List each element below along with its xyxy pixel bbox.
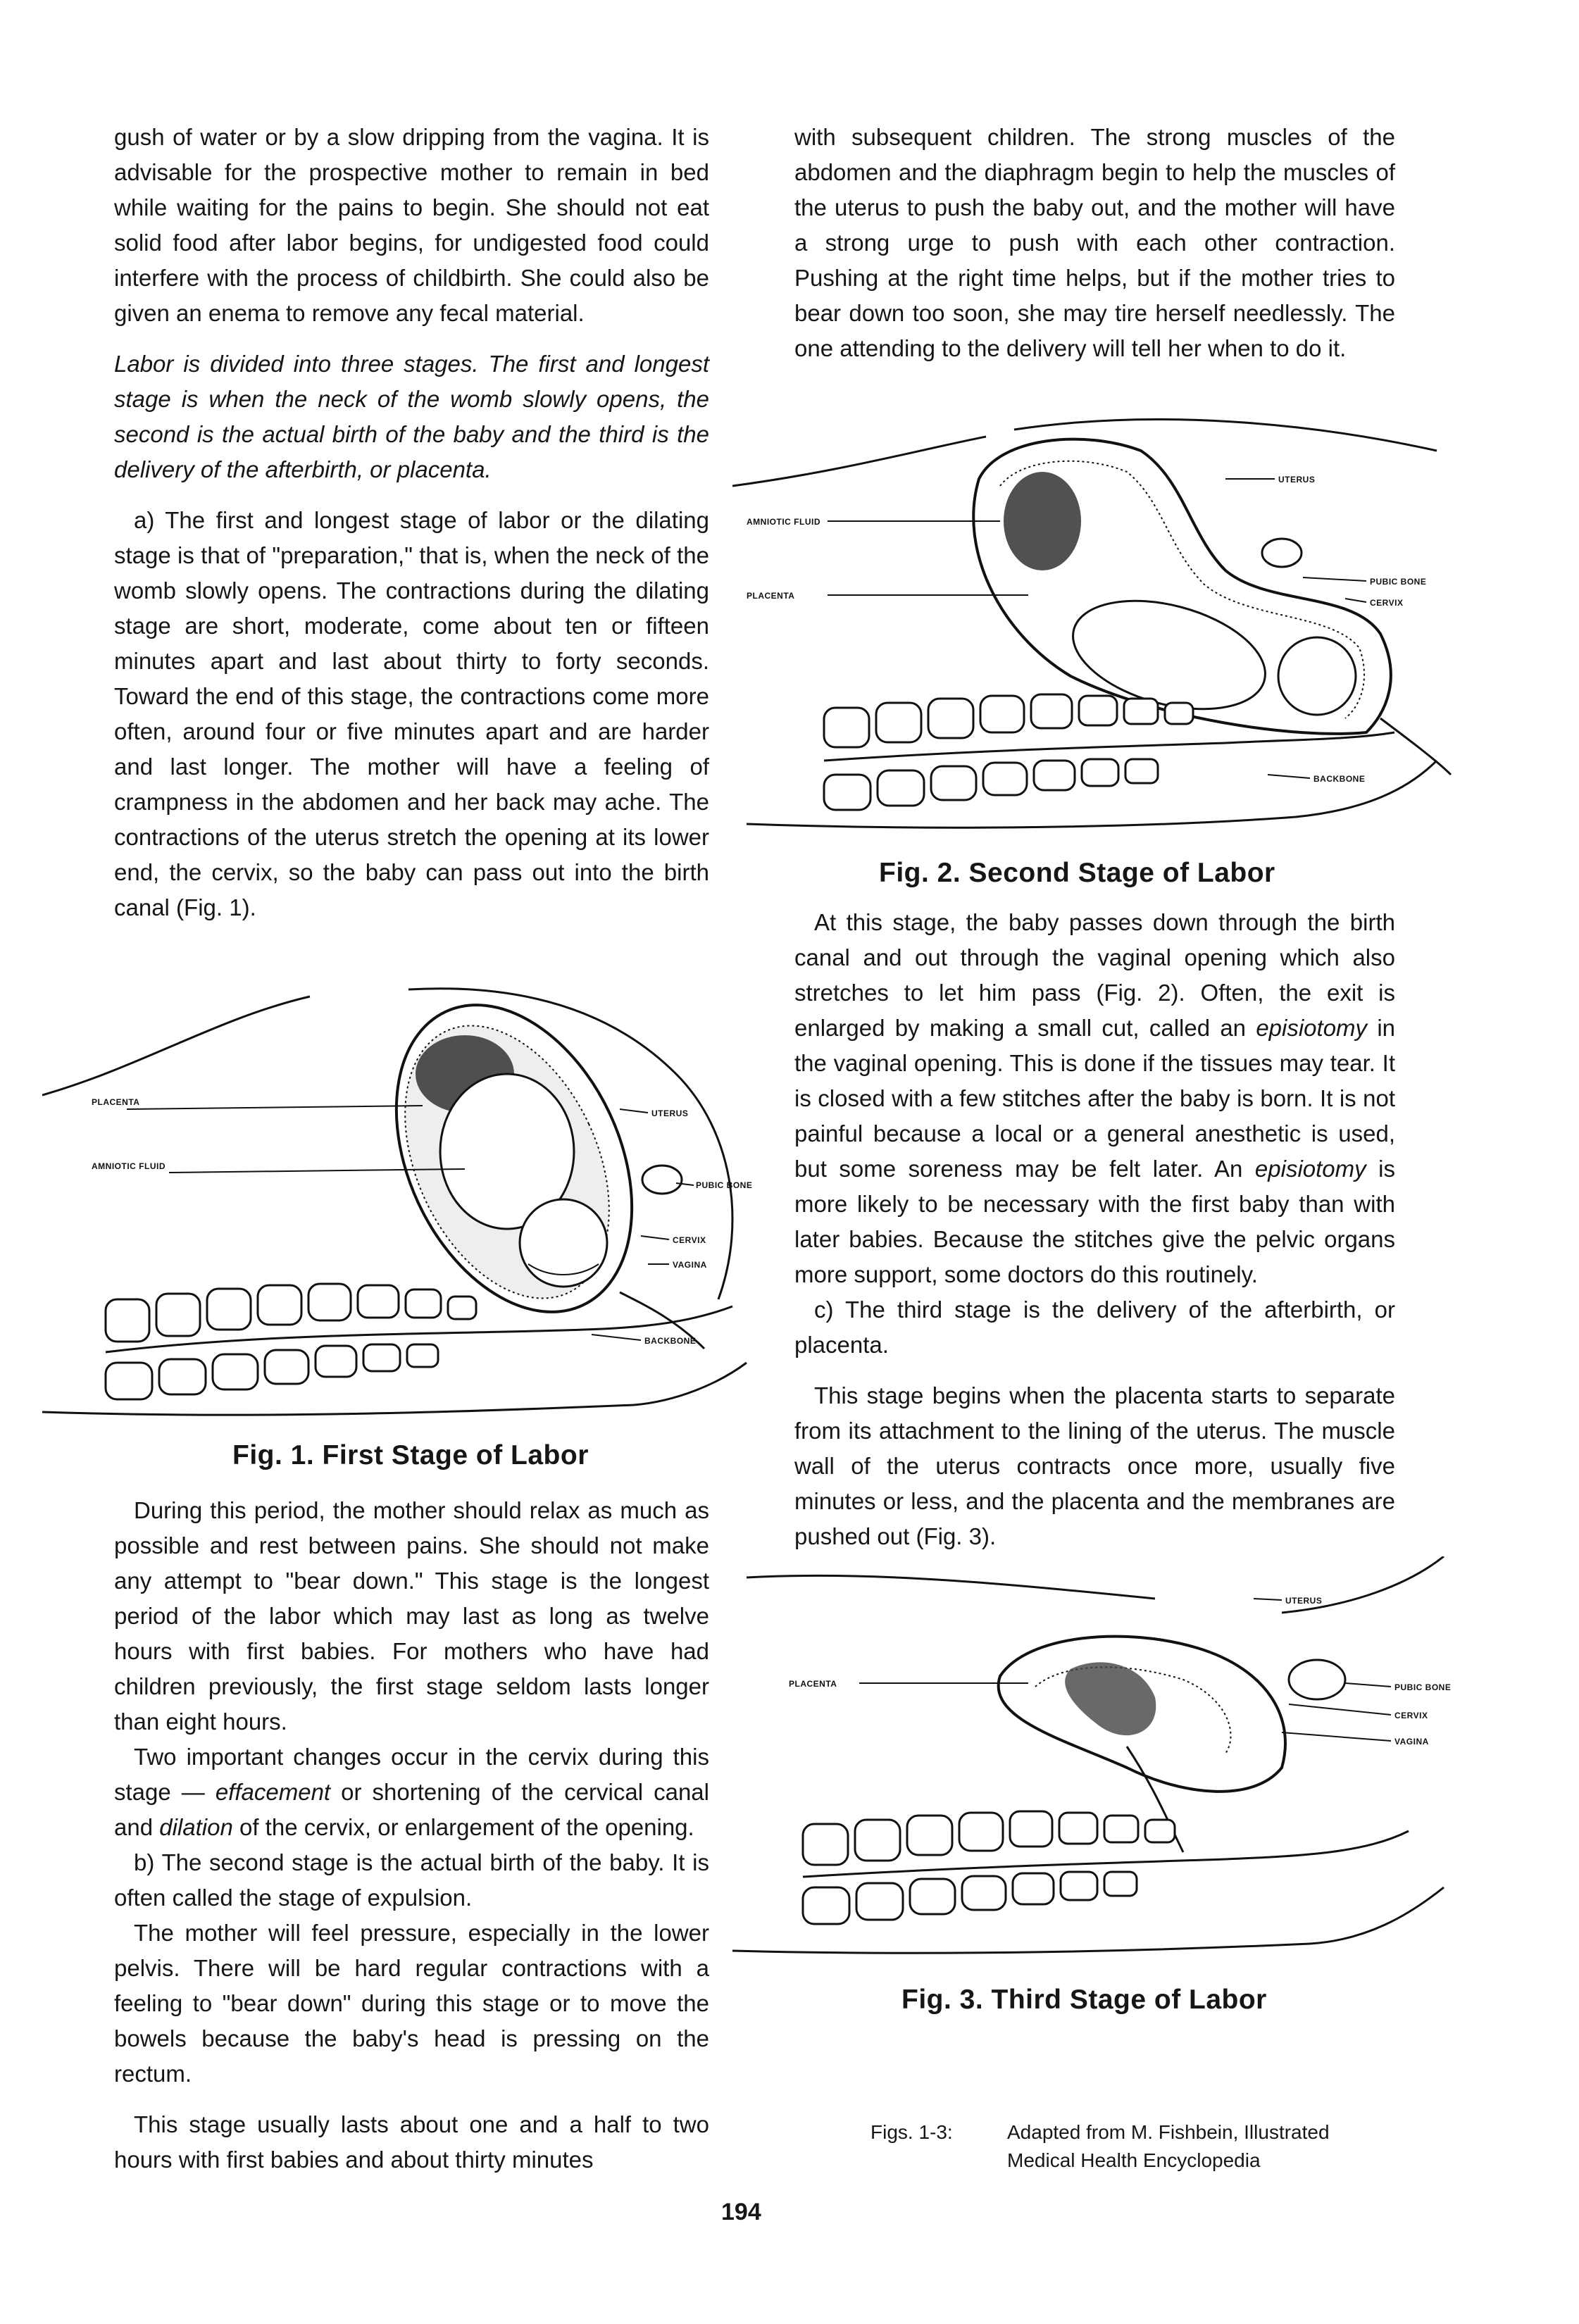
term-episiotomy: episiotomy — [1256, 1015, 1368, 1041]
paragraph: This stage begins when the placenta starts to separate from its attachment to the lining of the uterus. The muscle wall of the uterus contracts once more, usually five minutes or less, and the placenta and the membranes are pushed out (Fig. 3). — [794, 1382, 1395, 1549]
label-cervix: CERVIX — [1370, 598, 1404, 608]
label-pubic-bone: PUBIC BONE — [696, 1180, 753, 1190]
figure-3-illustration — [732, 1556, 1465, 1965]
label-cervix: CERVIX — [673, 1235, 706, 1245]
label-vagina: VAGINA — [673, 1260, 707, 1270]
term-episiotomy: episiotomy — [1254, 1156, 1366, 1182]
figure-3-caption: Fig. 3. Third Stage of Labor — [901, 1985, 1267, 2015]
left-column-lower — [114, 1493, 709, 2178]
label-backbone: BACKBONE — [1313, 774, 1366, 784]
label-uterus: UTERUS — [651, 1108, 689, 1118]
label-pubic-bone: PUBIC BONE — [1370, 577, 1427, 587]
figure-credit-source: Adapted from M. Fishbein, Illustrated Medical Health Encyclopedia — [1007, 2121, 1330, 2171]
figure-credit-label: Figs. 1-3: — [870, 2121, 953, 2143]
page-number: 194 — [721, 2199, 761, 2225]
cervix-changes-paragraph: Two important changes occur in the cervix during this stage — effacement or shortening of the cervical canal and dilation of the cervix, or enlargement of the opening. — [114, 1744, 709, 1840]
term-dilation: dilation — [159, 1814, 233, 1840]
label-pubic-bone: PUBIC BONE — [1394, 1682, 1452, 1692]
third-stage-paragraph: c) The third stage is the delivery of the afterbirth, or placenta. — [794, 1297, 1395, 1358]
paragraph: with subsequent children. The strong muscles of the abdomen and the diaphragm begin to help the muscles of the uterus to push the baby out, and the mother will have a strong urge to push with each other contraction. Pushing at the right time helps, but if the mother tries to bear down too soon, she may tire herself needlessly. The one attending to the delivery will tell her when to do it. — [794, 124, 1395, 361]
figure-2-illustration — [732, 408, 1465, 831]
second-stage-paragraph: b) The second stage is the actual birth of the baby. It is often called the stage of expulsion. — [114, 1849, 709, 1911]
first-stage-paragraph: a) The first and longest stage of labor or the dilating stage is that of "preparation," that is, when the neck of the womb slowly opens. The contractions during the dilating stage are short, moderate, come about ten or fifteen minutes apart and last about thirty to forty seconds. Toward the end of this stage, the contractions come more often, around four or five minutes apart and are harder and last longer. The mother will have a feeling of crampness in the abdomen and her back may ache. The contractions of the uterus stretch the opening at its lower end, the cervix, so the baby can pass out into the birth canal (Fig. 1). — [114, 507, 709, 920]
label-cervix: CERVIX — [1394, 1711, 1428, 1720]
stages-summary-paragraph: Labor is divided into three stages. The first and longest stage is when the neck of the womb slowly opens, the second is the actual birth of the baby and the third is the delivery of the afterbirth, or placenta. — [114, 351, 709, 482]
label-placenta: PLACENTA — [92, 1097, 140, 1107]
label-amniotic-fluid: AMNIOTIC FLUID — [747, 517, 820, 527]
right-column — [794, 120, 1395, 366]
label-vagina: VAGINA — [1394, 1737, 1429, 1747]
left-column — [114, 120, 709, 925]
figure-1-illustration — [42, 968, 754, 1426]
label-placenta: PLACENTA — [747, 591, 795, 601]
paragraph: This stage usually lasts about one and a half to two hours with first babies and about thirty minutes — [114, 2111, 709, 2173]
paragraph: gush of water or by a slow dripping from the vagina. It is advisable for the prospective mother to remain in bed while waiting for the pains to begin. She should not eat solid food after labor begins, for undigested food could interfere with the process of childbirth. She could also be given an enema to remove any fecal material. — [114, 124, 709, 326]
episiotomy-paragraph: At this stage, the baby passes down through the birth canal and out through the vaginal opening which also stretches to let him pass (Fig. 2). Often, the exit is enlarged by making a small cut, called an episiotomy in the vaginal opening. This is done if the tissues may tear. It is closed with a few stitches after the baby is born. It is not painful because a local or a general anesthetic is used, but some soreness may be felt later. An episiotomy is more likely to be necessary with the first baby than with later babies. Because the stitches give the pelvic organs more support, some doctors do this routinely. — [794, 909, 1396, 1287]
term-effacement: effacement — [215, 1779, 331, 1805]
label-uterus: UTERUS — [1278, 475, 1316, 485]
label-placenta: PLACENTA — [789, 1679, 837, 1689]
figure-1-caption: Fig. 1. First Stage of Labor — [232, 1440, 589, 1470]
label-amniotic-fluid: AMNIOTIC FLUID — [92, 1161, 166, 1171]
figure-2-caption: Fig. 2. Second Stage of Labor — [879, 858, 1275, 888]
paragraph: During this period, the mother should relax as much as possible and rest between pains. She should not make any attempt to "bear down." This stage is the longest period of the labor which may last as long as twelve hours with first babies. For mothers who have had children previously, the first stage seldom lasts longer than eight hours. — [114, 1497, 709, 1735]
paragraph: The mother will feel pressure, especially in the lower pelvis. There will be hard regular contractions with a feeling to "bear down" during this stage or to move the bowels because the baby's head is pressing on the rectum. — [114, 1920, 709, 2087]
label-backbone: BACKBONE — [644, 1336, 697, 1346]
label-uterus: UTERUS — [1285, 1596, 1323, 1606]
right-column-middle — [794, 905, 1395, 1554]
